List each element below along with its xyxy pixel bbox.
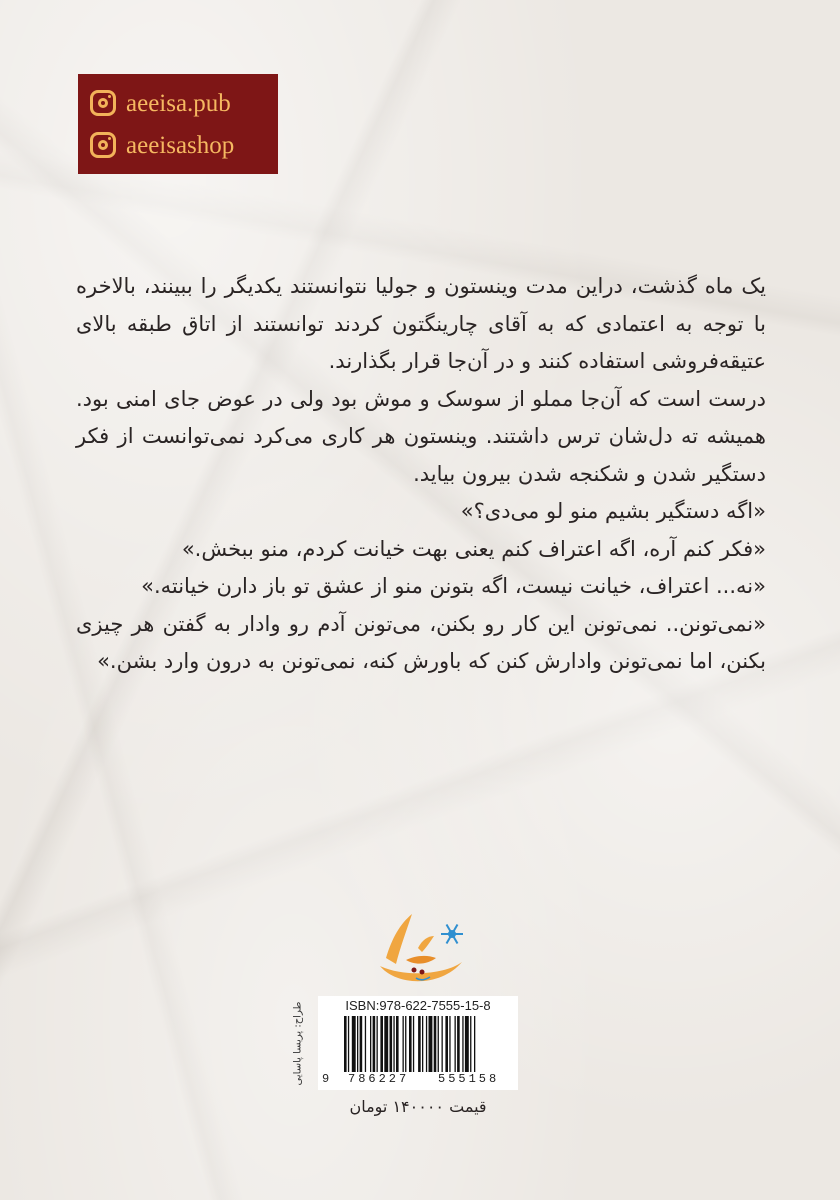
- dialogue-line-2: «فکر کنم آره، اگه اعتراف کنم یعنی بهت خیانت کردم، منو ببخش.»: [181, 536, 766, 561]
- barcode-bar: [357, 1016, 358, 1072]
- barcode-bar: [457, 1016, 460, 1072]
- instagram-icon: [90, 132, 116, 158]
- social-row-pub: [90, 84, 266, 122]
- barcode-digits-right: 555158: [438, 1072, 500, 1086]
- barcode-bar: [377, 1016, 378, 1072]
- barcode-bar: [449, 1016, 450, 1072]
- isbn-barcode: [318, 996, 518, 1090]
- barcode-bar: [396, 1016, 399, 1072]
- barcode-bar: [445, 1016, 448, 1072]
- barcode-bar: [384, 1016, 388, 1072]
- barcode-bar: [380, 1016, 383, 1072]
- barcode-bar: [455, 1016, 456, 1072]
- price-label: قیمت ۱۴۰۰۰۰ تومان: [349, 1097, 487, 1116]
- barcode-bar: [474, 1016, 475, 1072]
- social-media-box: [78, 74, 278, 174]
- barcode-bar: [426, 1016, 427, 1072]
- barcode-bar: [373, 1016, 376, 1072]
- barcode-bar: [429, 1016, 433, 1072]
- dialogue-line-3: «نه... اعتراف، خیانت نیست، اگه بتونن منو از عشق تو باز دارن خیانته.»: [141, 574, 766, 598]
- barcode-digits-left: 786227: [348, 1072, 410, 1086]
- social-row-shop: [90, 126, 266, 164]
- barcode-bar: [418, 1016, 421, 1072]
- barcode-bar: [393, 1016, 394, 1072]
- barcode-bar: [470, 1016, 471, 1072]
- barcode-bar: [352, 1016, 356, 1072]
- dialogue-line-4: «نمی‌تونن.. نمی‌تونن این کار رو بکنن، می‌تونن آدم رو وادار به گفتن هر چیزی بکنن، اما نمی‌تونن وادارش کنن که باورش کنه، نمی‌تونن به درون وارد بشن.»: [76, 611, 766, 673]
- barcode-bar: [422, 1016, 423, 1072]
- barcode-bar: [409, 1016, 412, 1072]
- barcode-digit-lead: 9: [322, 1072, 330, 1086]
- paragraph-intro: یک ماه گذشت، دراین مدت وینستون و جولیا نتوانستند یکدیگر را ببینند، بالاخره با توجه به اعتمادی که به آقای چارینگتون کردند توانستند از اتاق طبقه بالای عتیقه‌فروشی استفاده کنند و در آن‌جا قرار بگذارند.: [76, 274, 766, 373]
- barcode-bar: [413, 1016, 414, 1072]
- barcode-bar: [438, 1016, 439, 1072]
- barcode-bar: [465, 1016, 469, 1072]
- designer-credit: طراح: پریسا پاسایی: [292, 1001, 304, 1085]
- dialogue-line-1: «اگه دستگیر بشیم منو لو می‌دی؟»: [460, 499, 766, 523]
- instagram-handle-shop: aeeisashop: [126, 131, 235, 159]
- barcode-bar: [462, 1016, 463, 1072]
- barcode-bar: [403, 1016, 404, 1072]
- barcode-bar: [405, 1016, 406, 1072]
- barcode-bar: [365, 1016, 366, 1072]
- blurb-text: [76, 268, 766, 681]
- barcode-bar: [390, 1016, 393, 1072]
- instagram-handle-pub: aeeisa.pub: [126, 89, 231, 117]
- barcode-bar: [434, 1016, 437, 1072]
- barcode-bar: [442, 1016, 443, 1072]
- snowflake-icon: [441, 925, 463, 944]
- isbn-label: ISBN:978-622-7555-15-8: [345, 998, 491, 1013]
- barcode-bar: [348, 1016, 349, 1072]
- publisher-logo: [366, 908, 470, 990]
- barcode-bar: [370, 1016, 371, 1072]
- paragraph-fear: درست است که آن‌جا مملو از سوسک و موش بود ولی در عوض جای امنی بود. همیشه ته دل‌شان ترس داشتند. وینستون هر کاری می‌کرد نمی‌توانست از فکر دستگیر شدن و شکنجه شدن بیرون بیاید.: [76, 386, 766, 486]
- barcode-bar: [344, 1016, 347, 1072]
- instagram-icon: [90, 90, 116, 116]
- barcode-bars: [322, 1016, 514, 1072]
- barcode-bar: [360, 1016, 363, 1072]
